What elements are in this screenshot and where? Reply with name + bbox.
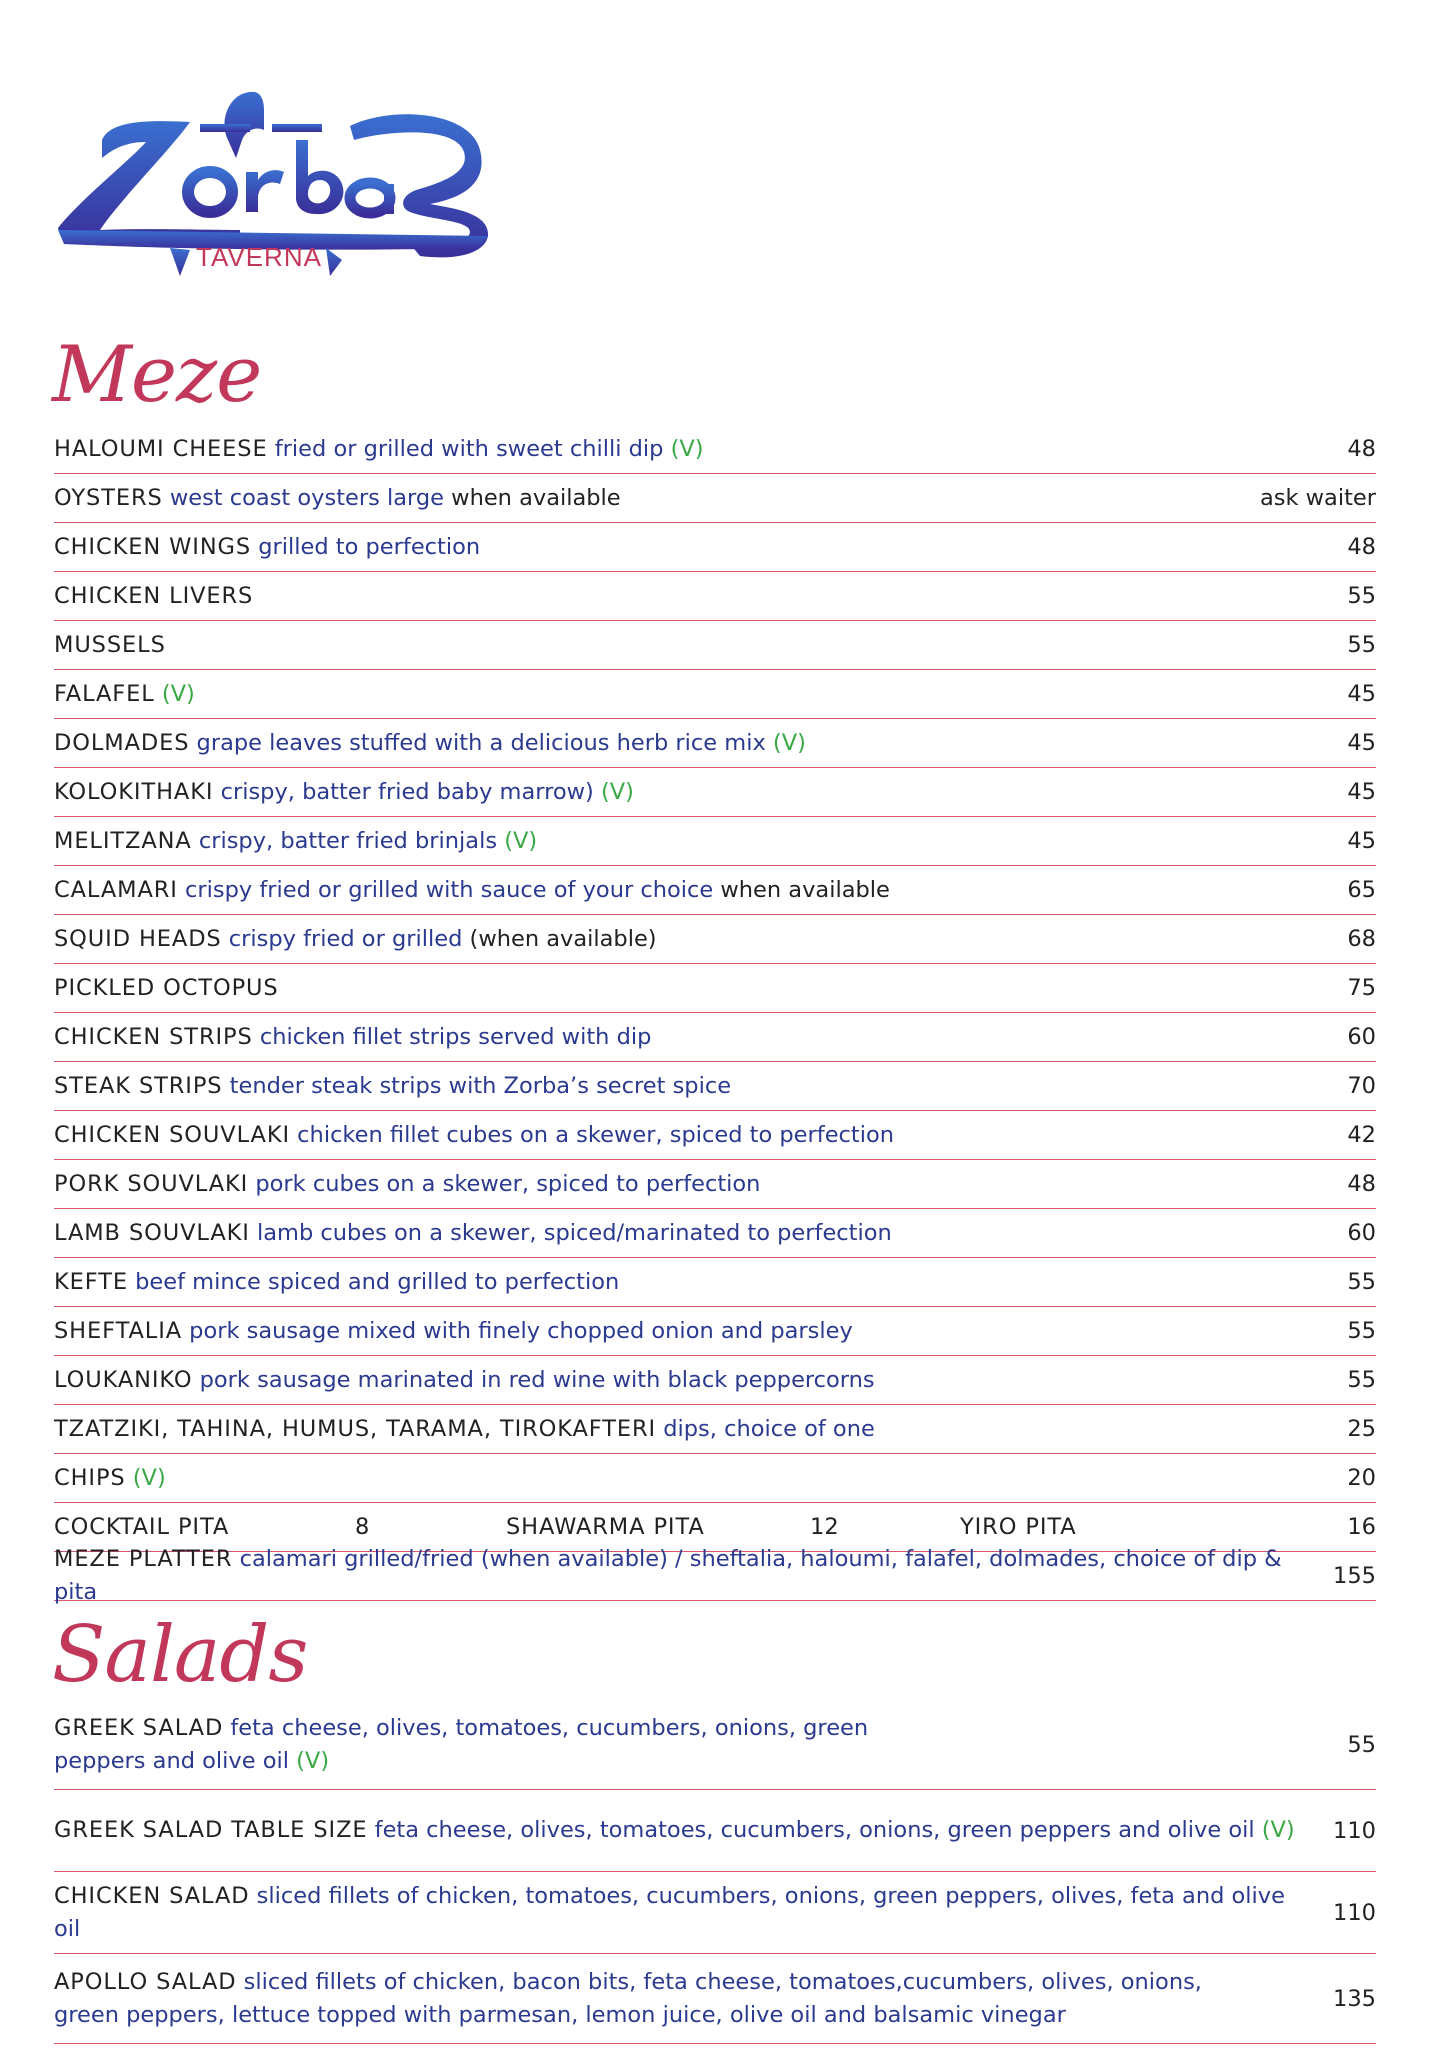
- menu-item-text: [54, 776, 654, 809]
- item-name: GREEK SALAD TABLE SIZE: [54, 1817, 368, 1843]
- pita-price: 12: [810, 1514, 839, 1540]
- menu-item-text: [54, 1462, 186, 1495]
- vegetarian-tag: (V): [765, 729, 806, 756]
- item-name: MUSSELS: [54, 631, 166, 658]
- item-description: feta cheese, olives, tomatoes, cucumbers, onions, green peppers and olive oil: [54, 1714, 869, 1774]
- menu-item-text: [54, 1119, 914, 1152]
- vegetarian-tag: (V): [289, 1747, 330, 1774]
- menu-item-text: [54, 1966, 1294, 2032]
- menu-item: [54, 1307, 1376, 1356]
- item-name: CHICKEN LIVERS: [54, 582, 254, 609]
- vegetarian-tag: (V): [663, 435, 704, 462]
- item-name: CHICKEN STRIPS: [54, 1023, 253, 1050]
- item-name: LAMB SOUVLAKI: [54, 1219, 250, 1246]
- menu-item-text: [54, 1413, 895, 1446]
- menu-item: [54, 523, 1376, 572]
- menu-item-text: [54, 825, 557, 858]
- menu-item: [54, 572, 1376, 621]
- menu-item: [54, 964, 1376, 1013]
- item-price: 110: [1333, 1899, 1376, 1926]
- meze-platter-row: [54, 1546, 1376, 1605]
- item-note: when available: [713, 876, 890, 903]
- menu-item: [54, 1954, 1376, 2044]
- item-description: grilled to perfection: [251, 533, 481, 560]
- item-description: chicken fillet cubes on a skewer, spiced to perfection: [290, 1121, 895, 1148]
- item-price: 45: [1347, 681, 1376, 707]
- vegetarian-tag: (V): [125, 1464, 166, 1491]
- item-name: APOLLO SALAD: [54, 1968, 237, 1995]
- item-price: 55: [1347, 632, 1376, 658]
- menu-item-text: [54, 678, 215, 711]
- item-description: lamb cubes on a skewer, spiced/marinated to perfection: [249, 1219, 892, 1246]
- menu-item: [54, 1790, 1376, 1872]
- item-description: sliced fillets of chicken, tomatoes, cucumbers, onions, green peppers, olives, feta and olive oil: [54, 1882, 1285, 1942]
- menu-item: [54, 670, 1376, 719]
- menu-item: [54, 817, 1376, 866]
- menu-item-text: [54, 1168, 780, 1201]
- item-name: STEAK STRIPS: [54, 1072, 223, 1099]
- menu-item: [54, 1160, 1376, 1209]
- menu-item-text: [54, 1070, 751, 1103]
- menu-item: [54, 474, 1376, 523]
- menu-item: [54, 1405, 1376, 1454]
- item-price: 155: [1333, 1563, 1376, 1589]
- menu-item-text: [54, 1814, 1315, 1847]
- menu-item: [54, 768, 1376, 817]
- item-price: 25: [1347, 1416, 1376, 1442]
- menu-item: [54, 915, 1376, 964]
- item-name: GREEK SALAD: [54, 1714, 224, 1741]
- item-name: TZATZIKI, TAHINA, HUMUS, TARAMA, TIROKAFTERI: [54, 1415, 657, 1442]
- menu-item: [54, 1111, 1376, 1160]
- item-description: fried or grilled with sweet chilli dip: [267, 435, 664, 462]
- menu-item-text: [54, 1364, 895, 1397]
- item-description: feta cheese, olives, tomatoes, cucumbers, onions, green peppers and olive oil: [367, 1817, 1255, 1843]
- menu-item-text: [54, 433, 724, 466]
- menu-item-text: [54, 580, 273, 613]
- item-description: grape leaves stuffed with a delicious herb rice mix: [189, 729, 766, 756]
- item-description: dips, choice of one: [656, 1415, 875, 1442]
- item-price: 60: [1347, 1220, 1376, 1246]
- menu-item: [54, 425, 1376, 474]
- menu-item: [54, 1062, 1376, 1111]
- item-description: crispy, batter fried brinjals: [191, 827, 498, 854]
- menu-item-text: [54, 531, 500, 564]
- item-name: LOUKANIKO: [54, 1366, 193, 1393]
- item-price: 70: [1347, 1073, 1376, 1099]
- menu-item: [54, 1209, 1376, 1258]
- item-name: CHICKEN SALAD: [54, 1882, 250, 1909]
- menu-item-text: [54, 1880, 1333, 1946]
- item-price: 48: [1347, 1171, 1376, 1197]
- vegetarian-tag: (V): [154, 680, 195, 707]
- item-name: HALOUMI CHEESE: [54, 435, 268, 462]
- item-name: CHICKEN SOUVLAKI: [54, 1121, 291, 1148]
- menu-item-text: [54, 629, 186, 662]
- item-price: 55: [1347, 583, 1376, 609]
- item-name: CALAMARI: [54, 876, 178, 903]
- vegetarian-tag: (V): [593, 778, 634, 805]
- section-title-salads: Salads: [52, 1610, 308, 1700]
- item-description: chicken fillet strips served with dip: [252, 1023, 652, 1050]
- item-price: 65: [1347, 877, 1376, 903]
- item-name: MEZE PLATTER: [54, 1546, 233, 1572]
- item-description: pork cubes on a skewer, spiced to perfection: [248, 1170, 761, 1197]
- menu-item-text: [54, 923, 677, 956]
- meze-list: [54, 425, 1376, 1605]
- item-price: 135: [1333, 1985, 1376, 2012]
- menu-item-text: [54, 1217, 912, 1250]
- menu-item: [54, 621, 1376, 670]
- section-title-meze: Meze: [52, 330, 262, 420]
- item-price: 55: [1347, 1731, 1376, 1758]
- pita-label: COCKTAIL PITA: [54, 1514, 230, 1540]
- item-price: 42: [1347, 1122, 1376, 1148]
- zorbas-logo: [50, 80, 500, 290]
- item-description: sliced fillets of chicken, bacon bits, feta cheese, tomatoes,cucumbers, olives, onions, green peppers, lettuce topped with parmesan, lemon juice, olive oil and balsamic vinegar: [54, 1968, 1202, 2028]
- pita-label: SHAWARMA PITA: [506, 1514, 705, 1540]
- item-price: 45: [1347, 730, 1376, 756]
- menu-item: [54, 1356, 1376, 1405]
- item-price: 75: [1347, 975, 1376, 1001]
- item-price: 55: [1347, 1318, 1376, 1344]
- pita-price: 16: [1347, 1514, 1376, 1540]
- item-note: when available: [444, 484, 621, 511]
- item-description: pork sausage mixed with finely chopped onion and parsley: [182, 1317, 853, 1344]
- item-note: (when available): [462, 925, 657, 952]
- item-description: crispy fried or grilled: [221, 925, 463, 952]
- menu-item-text: [54, 727, 826, 760]
- menu-item-text: [54, 1021, 671, 1054]
- menu-item-text: [54, 1712, 894, 1778]
- item-name: KOLOKITHAKI: [54, 778, 214, 805]
- logo-subtitle: TAVERNA: [196, 242, 322, 272]
- vegetarian-tag: (V): [1254, 1817, 1295, 1843]
- item-price: 68: [1347, 926, 1376, 952]
- pita-price: 8: [355, 1514, 370, 1540]
- menu-item: [54, 719, 1376, 768]
- item-name: SQUID HEADS: [54, 925, 222, 952]
- pita-label: YIRO PITA: [960, 1514, 1077, 1540]
- item-description: crispy fried or grilled with sauce of your choice: [177, 876, 714, 903]
- item-price: 45: [1347, 828, 1376, 854]
- item-description: pork sausage marinated in red wine with black peppercorns: [192, 1366, 875, 1393]
- item-price: 110: [1333, 1817, 1376, 1844]
- item-name: KEFTE: [54, 1268, 128, 1295]
- menu-item: [54, 1013, 1376, 1062]
- menu-item: [54, 1258, 1376, 1307]
- item-description: west coast oysters large: [162, 484, 445, 511]
- item-price: 60: [1347, 1024, 1376, 1050]
- menu-item-text: [54, 1543, 1333, 1609]
- item-description: crispy, batter fried baby marrow): [213, 778, 594, 805]
- item-name: PICKLED OCTOPUS: [54, 974, 279, 1001]
- item-name: FALAFEL: [54, 680, 155, 707]
- item-description: calamari grilled/fried (when available) / sheftalia, haloumi, falafel, dolmades, choice of dip & pita: [54, 1546, 1282, 1605]
- item-price: 55: [1347, 1367, 1376, 1393]
- menu-item: [54, 1700, 1376, 1790]
- item-price: 20: [1347, 1465, 1376, 1491]
- item-name: CHICKEN WINGS: [54, 533, 252, 560]
- item-description: beef mince spiced and grilled to perfection: [127, 1268, 620, 1295]
- menu-item-text: [54, 874, 910, 907]
- menu-item-text: [54, 972, 299, 1005]
- item-price: 48: [1347, 534, 1376, 560]
- item-price: 45: [1347, 779, 1376, 805]
- item-name: OYSTERS: [54, 484, 163, 511]
- item-name: CHIPS: [54, 1464, 126, 1491]
- item-price: 55: [1347, 1269, 1376, 1295]
- item-name: MELITZANA: [54, 827, 192, 854]
- menu-item-text: [54, 1266, 639, 1299]
- item-price: ask waiter: [1259, 485, 1376, 511]
- menu-item: [54, 1454, 1376, 1503]
- vegetarian-tag: (V): [497, 827, 538, 854]
- item-price: 48: [1347, 436, 1376, 462]
- menu-item: [54, 866, 1376, 915]
- menu-item: [54, 1872, 1376, 1954]
- item-description: tender steak strips with Zorba’s secret spice: [222, 1072, 732, 1099]
- item-name: DOLMADES: [54, 729, 190, 756]
- menu-item-text: [54, 482, 641, 515]
- item-name: PORK SOUVLAKI: [54, 1170, 249, 1197]
- item-name: SHEFTALIA: [54, 1317, 183, 1344]
- salads-list: [54, 1700, 1376, 2044]
- menu-item-text: [54, 1315, 873, 1348]
